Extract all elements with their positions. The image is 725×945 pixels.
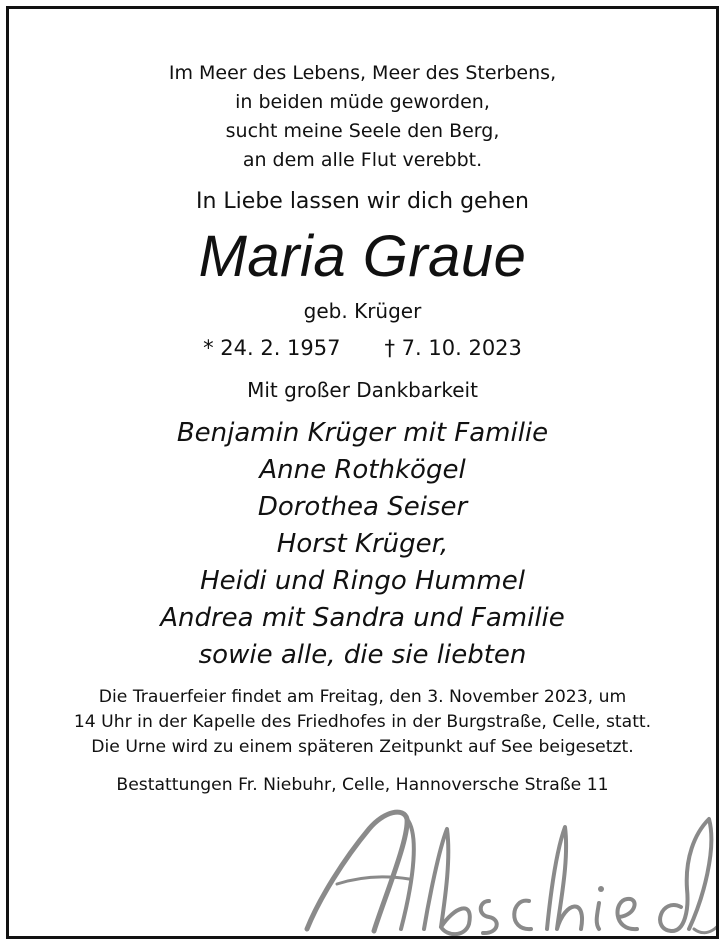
notice-line: 14 Uhr in der Kapelle des Friedhofes in der Burgstraße, Celle, statt. bbox=[73, 712, 652, 732]
mourner: Horst Krüger, bbox=[276, 529, 449, 559]
birth-date: * 24. 2. 1957 bbox=[203, 336, 341, 360]
life-dates bbox=[9, 336, 716, 360]
poem bbox=[9, 59, 716, 175]
notice-line: Die Trauerfeier findet am Freitag, den 3. November 2023, um bbox=[98, 687, 627, 707]
poem-line: an dem alle Flut verebbt. bbox=[242, 149, 483, 171]
mourner: Heidi und Ringo Hummel bbox=[200, 566, 525, 596]
deceased-name: Maria Graue bbox=[198, 224, 527, 289]
poem-line: in beiden müde geworden, bbox=[235, 91, 490, 113]
mourners-list bbox=[9, 415, 716, 674]
obituary-frame bbox=[6, 6, 719, 939]
mourner: sowie alle, die sie liebten bbox=[198, 640, 527, 670]
death-date: † 7. 10. 2023 bbox=[384, 336, 522, 360]
mourner: Anne Rothkögel bbox=[259, 455, 466, 485]
thanks-line: Mit großer Dankbarkeit bbox=[247, 378, 478, 402]
mourner: Andrea mit Sandra und Familie bbox=[160, 603, 565, 633]
abschied-signature bbox=[289, 789, 719, 939]
funeral-notice bbox=[9, 685, 716, 760]
poem-line: Im Meer des Lebens, Meer des Sterbens, bbox=[168, 62, 557, 84]
undertaker-line: Bestattungen Fr. Niebuhr, Celle, Hannoversche Straße 11 bbox=[116, 775, 609, 795]
notice-line: Die Urne wird zu einem späteren Zeitpunkt auf See beigesetzt. bbox=[91, 737, 634, 757]
mourner: Benjamin Krüger mit Familie bbox=[176, 418, 549, 448]
mourner: Dorothea Seiser bbox=[257, 492, 468, 522]
poem-line: sucht meine Seele den Berg, bbox=[225, 120, 500, 142]
birth-name: geb. Krüger bbox=[303, 299, 422, 323]
intro-line: In Liebe lassen wir dich gehen bbox=[196, 189, 529, 214]
